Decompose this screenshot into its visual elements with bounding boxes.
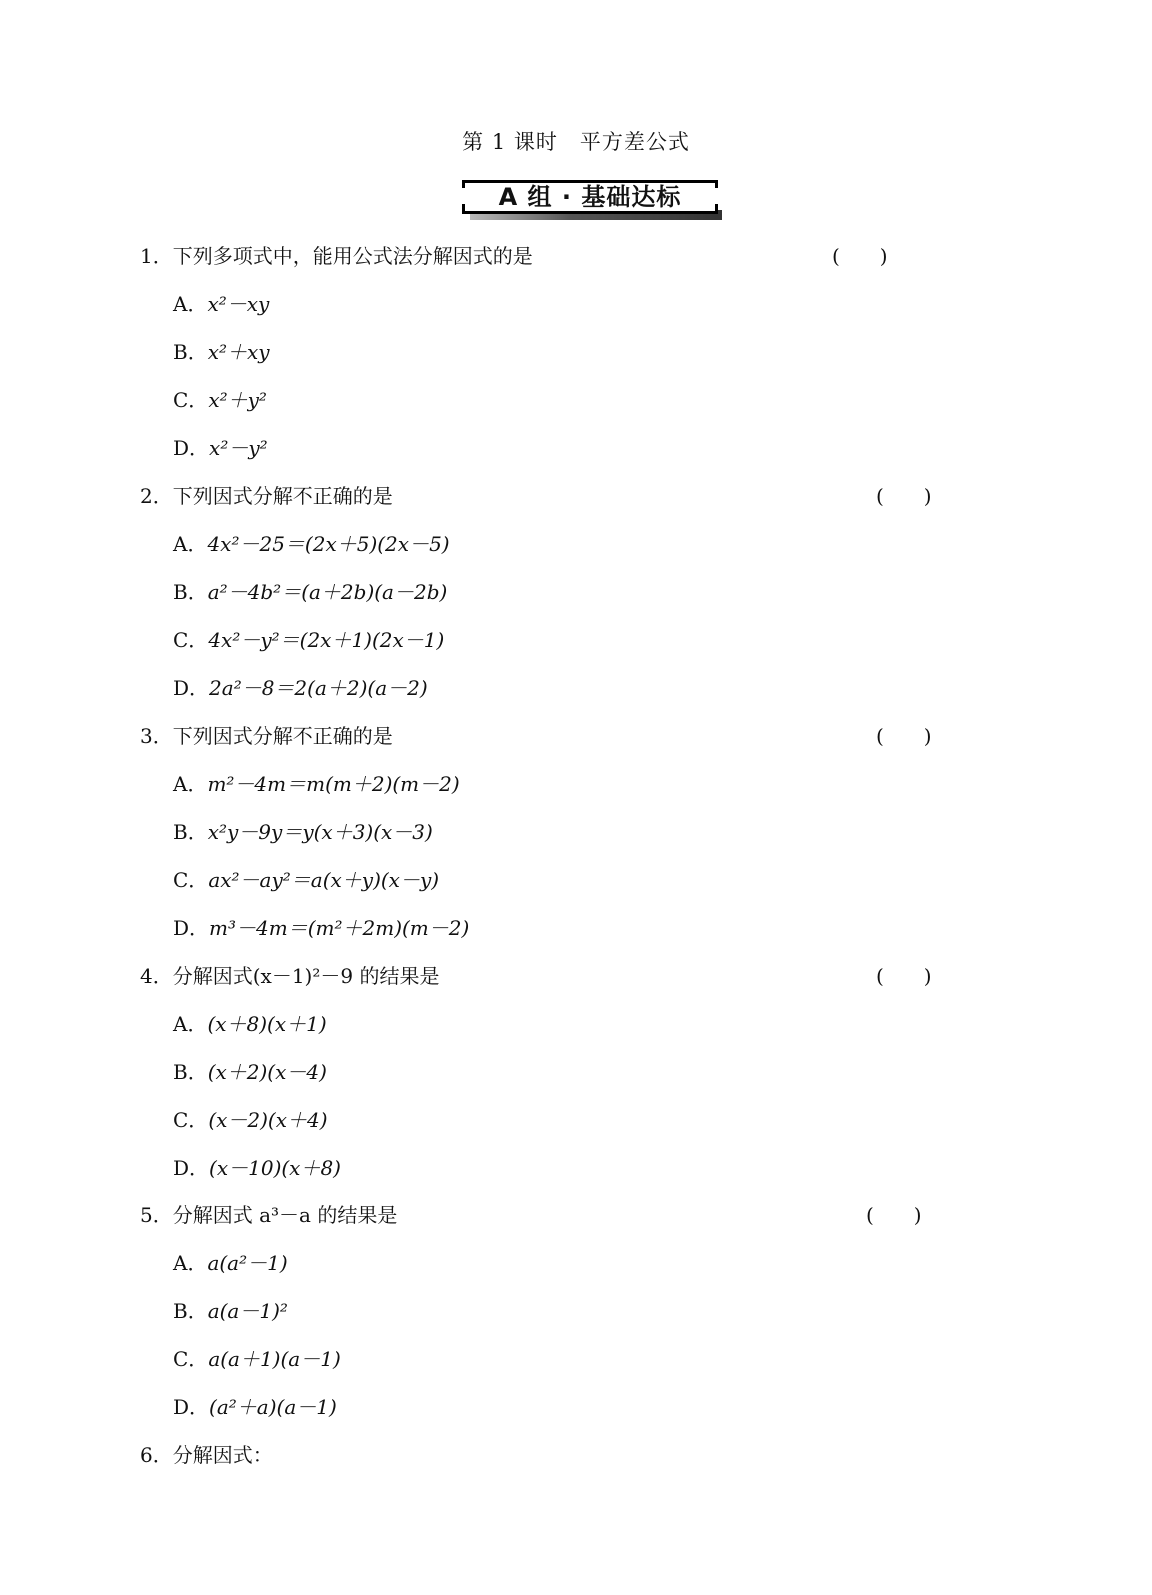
answer-paren: ( )	[832, 244, 888, 268]
question-text: 下列因式分解不正确的是	[172, 484, 393, 508]
question-2-stem	[140, 480, 393, 509]
question-text: 分解因式 a³－a 的结果是	[172, 1203, 398, 1227]
banner-text: A 组 · 基础达标	[498, 183, 682, 211]
question-text: 下列因式分解不正确的是	[172, 724, 393, 748]
question-number: 4．	[140, 964, 173, 988]
option: A．x²－xy	[173, 292, 270, 316]
option: A．4x²－25＝(2x＋5)(2x－5)	[173, 532, 450, 556]
option: C．ax²－ay²＝a(x＋y)(x－y)	[173, 868, 440, 892]
question-text: 分解因式(x－1)²－9 的结果是	[172, 964, 440, 988]
question-number: 3．	[140, 724, 173, 748]
option: B．a²－4b²＝(a＋2b)(a－2b)	[173, 580, 448, 604]
section-banner	[462, 180, 724, 220]
option: A．(x＋8)(x＋1)	[173, 1012, 327, 1036]
question-number: 6．	[140, 1443, 173, 1467]
option: B．(x＋2)(x－4)	[173, 1060, 327, 1084]
option: D．(a²＋a)(a－1)	[173, 1395, 337, 1419]
question-4-stem	[140, 960, 439, 989]
option: C．4x²－y²＝(2x＋1)(2x－1)	[173, 628, 445, 652]
option: C．x²＋y²	[173, 388, 267, 412]
option: D．(x－10)(x＋8)	[173, 1156, 341, 1180]
option: B．x²＋xy	[173, 340, 270, 364]
option: C．a(a＋1)(a－1)	[173, 1347, 341, 1371]
question-text: 分解因式：	[172, 1443, 273, 1467]
option: A．a(a²－1)	[173, 1251, 288, 1275]
option: D．2a²－8＝2(a＋2)(a－2)	[173, 676, 428, 700]
question-text: 下列多项式中，能用公式法分解因式的是	[172, 244, 533, 268]
question-1-stem	[140, 240, 533, 269]
answer-paren: ( )	[876, 484, 932, 508]
option: C．(x－2)(x＋4)	[173, 1108, 328, 1132]
question-6-stem	[140, 1439, 273, 1468]
page-title: 第 1 课时 平方差公式	[462, 130, 690, 154]
answer-paren: ( )	[866, 1203, 922, 1227]
answer-paren: ( )	[876, 724, 932, 748]
option: A．m²－4m＝m(m＋2)(m－2)	[173, 772, 460, 796]
answer-paren: ( )	[876, 964, 932, 988]
question-5-stem	[140, 1199, 397, 1228]
question-3-stem	[140, 720, 393, 749]
option: B．x²y－9y＝y(x＋3)(x－3)	[173, 820, 433, 844]
question-number: 1．	[140, 244, 173, 268]
question-number: 5．	[140, 1203, 173, 1227]
option: D．x²－y²	[173, 436, 268, 460]
question-number: 2．	[140, 484, 173, 508]
option: D．m³－4m＝(m²＋2m)(m－2)	[173, 916, 470, 940]
option: B．a(a－1)²	[173, 1299, 288, 1323]
